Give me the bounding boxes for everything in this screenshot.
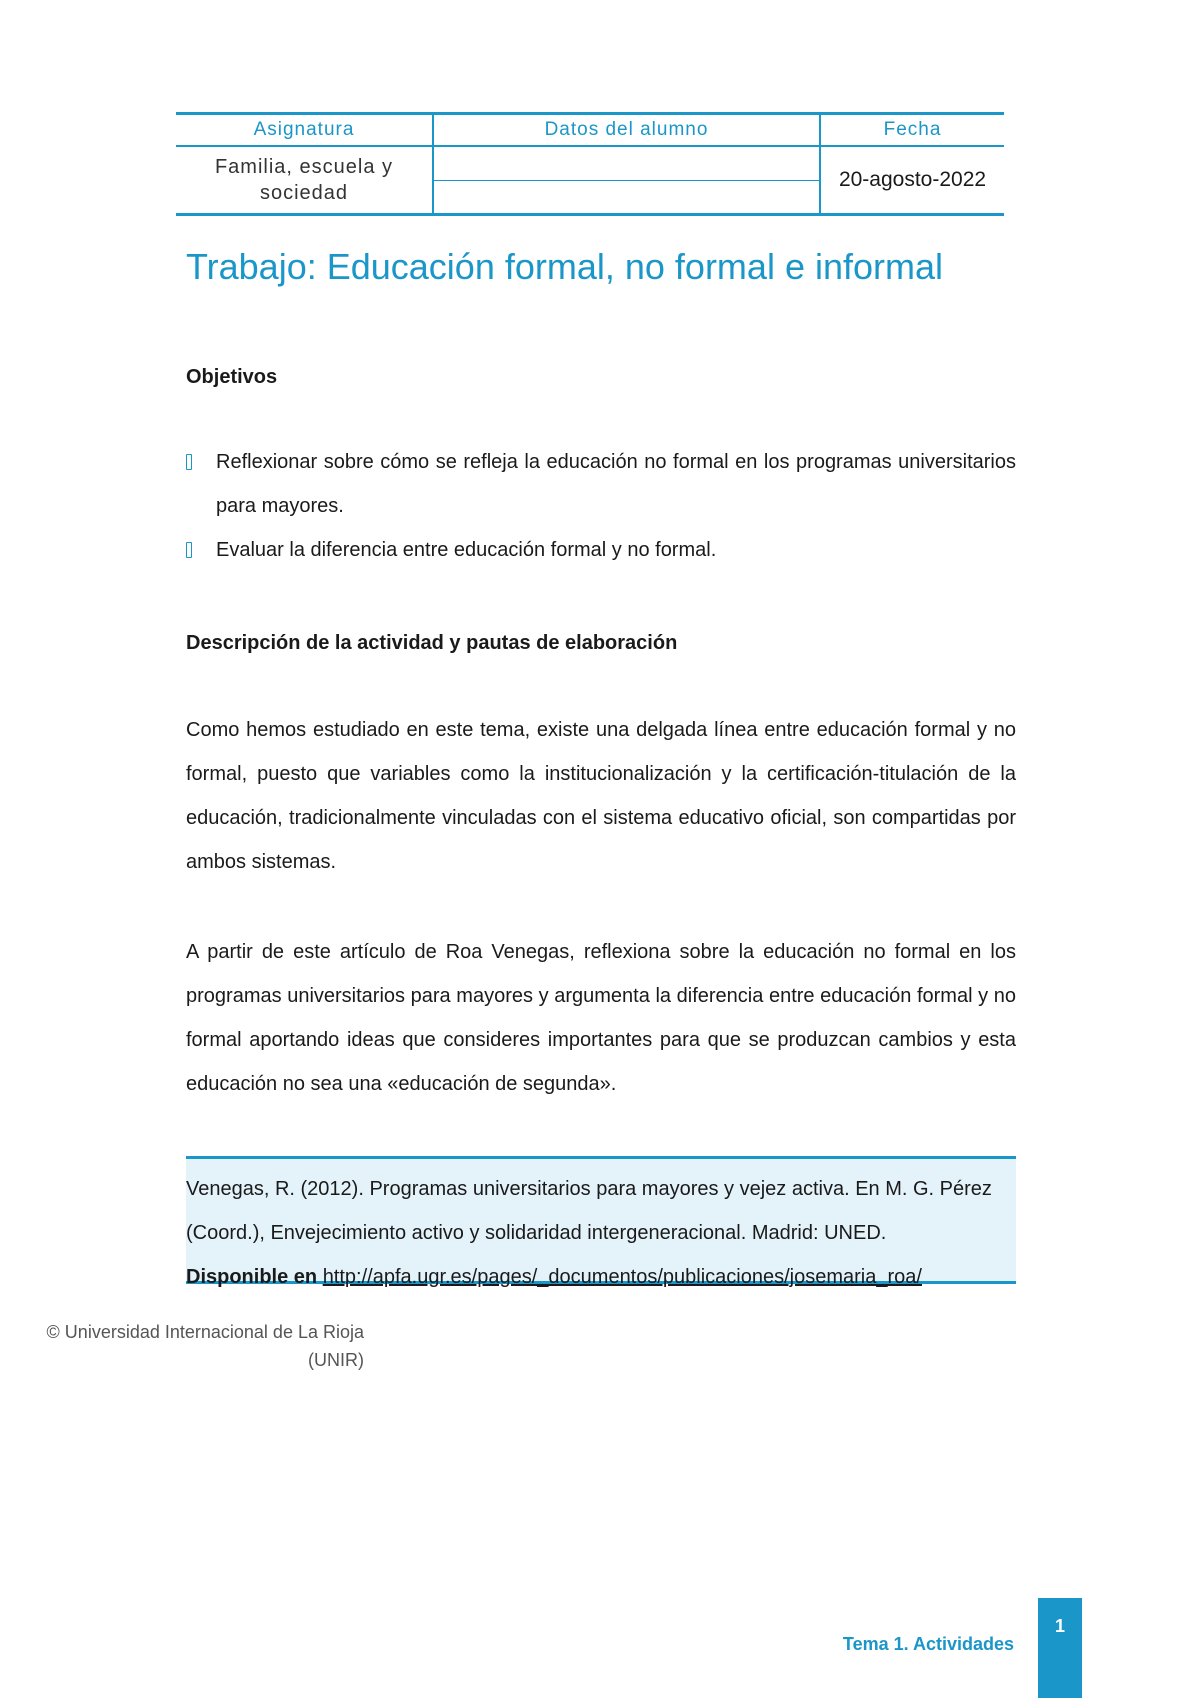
available-label: Disponible en [186,1266,323,1288]
reference-box [186,1156,1016,1288]
list-item [186,528,1016,572]
objectives-list [186,440,1016,572]
student-field-2[interactable] [434,181,819,214]
student-data-cells [434,147,821,213]
page-title: Trabajo: Educación formal, no formal e informal [186,246,944,287]
page-number: 1 [1038,1598,1082,1698]
reference-availability [186,1255,1016,1299]
bullet-icon [186,542,192,558]
reference-line: (Coord.), Envejecimiento activo y solidaridad intergeneracional. Madrid: UNED. [186,1222,887,1244]
copyright [18,1318,364,1374]
description-paragraph: A partir de este artículo de Roa Venegas, reflexiona sobre la educación no formal en los programas universitarios para mayores y argumenta la diferencia entre educación formal y no formal aportando ideas que consideres importantes para que se produzcan cambios y esta educación no sea una «educación de segunda». [186,941,1016,1095]
col-student-label: Datos del alumno [434,115,821,145]
copyright-line: © Universidad Internacional de La Rioja [46,1322,364,1342]
objective-text: Evaluar la diferencia entre educación formal y no formal. [216,539,717,561]
list-item [186,440,1016,528]
bullet-icon [186,454,192,470]
reference-link[interactable]: http://apfa.ugr.es/pages/_documentos/publicaciones/josemaria_roa/ [322,1266,922,1288]
subject-value: Familia, escuela y sociedad [176,147,434,213]
objective-text: Reflexionar sobre cómo se refleja la educación no formal en los programas universitarios para mayores. [216,451,1016,517]
description-heading: Descripción de la actividad y pautas de elaboración [186,632,678,654]
copyright-line: (UNIR) [308,1350,364,1370]
col-date-label: Fecha [883,119,942,140]
header-table-body [176,147,1004,213]
header-table-head [176,115,1004,147]
reference-line: Venegas, R. (2012). Programas universitarios para mayores y vejez activa. En M. G. Pérez [186,1178,992,1200]
description-paragraph: Como hemos estudiado en este tema, existe una delgada línea entre educación formal y no formal, puesto que variables como la institucionalización y la certificación-titulación de la educación, tradicionalmente vinculadas con el sistema educativo oficial, son compartidas por ambos sistemas. [186,719,1016,873]
date-value: 20-agosto-2022 [838,168,987,191]
col-subject-label: Asignatura [176,115,434,145]
objectives-heading: Objetivos [186,366,278,388]
student-field-1[interactable] [434,147,819,181]
header-table [176,112,1004,216]
footer-section-label: Tema 1. Actividades [842,1634,1014,1654]
